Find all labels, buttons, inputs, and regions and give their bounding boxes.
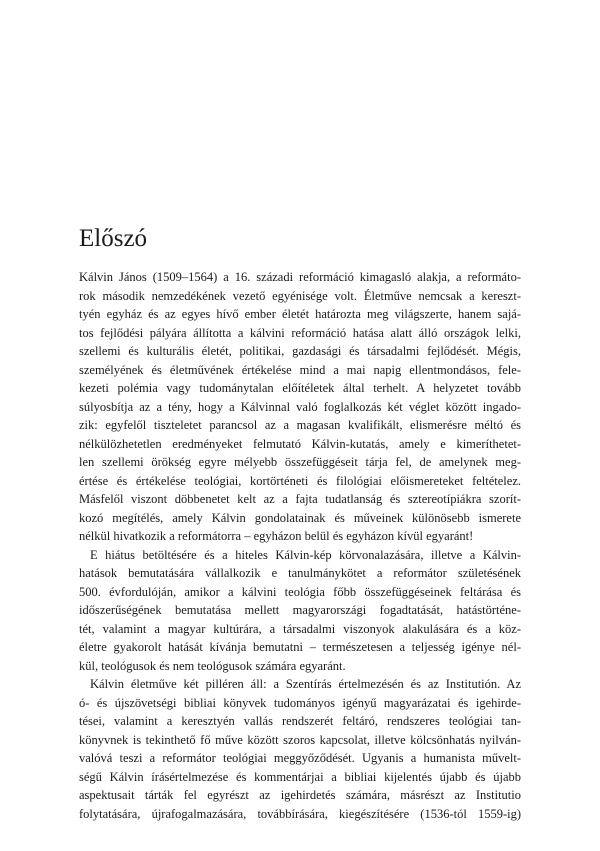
text-line: tét, valamint a magyar kultúrára, a társadalmi viszonyok alakulására és a köz- xyxy=(79,621,521,636)
text-line: kezeti polémia vagy tudománytalan előítéletek által terhelt. A helyzetet tovább xyxy=(79,381,521,395)
text-line: nélkül hivatkozik a reformátorra – egyházon belül és egyházon kívül egyaránt! xyxy=(79,529,474,543)
text-line: tyén egyház és az egyes hívő ember életét határozta meg világszerte, hanem sajá- xyxy=(79,307,521,321)
chapter-title: Előszó xyxy=(79,225,148,252)
text-line: időszerűségének bemutatása mellett magyarországi fogadtatását, hatástörténe- xyxy=(79,603,521,617)
text-line: könyvnek is tekinthető fő műve között szoros kapcsolat, illetve kölcsönhatás nyilván- xyxy=(79,732,521,747)
text-line: személyének és életművének értékelése mind a mai napig ellentmondásos, fele- xyxy=(79,362,521,377)
text-line: aspektusait tárták fel egyrészt az igehirdetés számára, másrészt az Institutio xyxy=(79,788,521,802)
text-line: értése és értékelése teológiai, kortörténeti és filológiai előismereteket feltételez. xyxy=(79,473,521,488)
text-line: kül, teológusok és nem teológusok számára egyaránt. xyxy=(79,658,346,673)
text-line: 500. évfordulóján, amikor a kálvini teológia főbb összefüggéseinek feltárása és xyxy=(79,584,521,599)
paragraph xyxy=(79,546,521,676)
text-line: E hiátus betöltésére és a hiteles Kálvin-kép körvonalazására, illetve a Kálvin- xyxy=(90,547,521,562)
text-line: kozó megítélés, amely Kálvin gondolatainak és műveinek különösebb ismerete xyxy=(79,510,521,525)
text-line: len szellemi örökség egyre mélyebb összefüggéseit tárja fel, de amelynek meg- xyxy=(79,455,521,469)
text-line: hatások bemutatására vállalkozik e tanulmánykötet a reformátor születésének xyxy=(79,566,521,580)
text-line: zik: egyfelől tiszteletet parancsol az a magasan kvalifikált, elismerésre méltó és xyxy=(79,418,521,432)
text-line: életre gyakorolt hatását kívánja bemutatni – természetesen a teljesség igénye nél- xyxy=(79,640,521,654)
body-text xyxy=(79,268,521,823)
text-line: nélkülözhetetlen eredményeket felmutató Kálvin-kutatás, amely e kimeríthetet- xyxy=(79,436,521,451)
text-line: ségű Kálvin írásértelmezése és kommentárjai a bibliai kijelentés újabb és újabb xyxy=(79,769,521,784)
paragraph xyxy=(79,268,521,546)
text-line: rok második nemzedékének vezető egyénisége volt. Életműve nemcsak a kereszt- xyxy=(79,288,521,303)
text-line: ó- és újszövetségi bibliai könyvek tudományos igényű magyarázatai és igehirde- xyxy=(79,695,521,710)
text-line: Kálvin János (1509–1564) a 16. századi reformáció kimagasló alakja, a reformáto- xyxy=(79,270,521,284)
text-line: súlyosbítja az a tény, hogy a Kálvinnal való foglalkozás két véglet között ingado- xyxy=(79,399,521,414)
text-line: Másfelől viszont döbbenetet kelt az a fajta tudatlanság és sztereotípiákra szorít- xyxy=(79,492,521,506)
text-line: tos fejlődési pályára állította a kálvini reformáció hatása alatt álló országok lelki, xyxy=(79,325,521,340)
text-line: tései, valamint a keresztyén vallás rendszerét feltáró, rendszeres teológiai tan- xyxy=(79,714,521,728)
text-line: valóvá teszi a reformátor teológiai meggyőződését. Ugyanis a humanista művelt- xyxy=(79,751,521,765)
text-line: Kálvin életműve két pilléren áll: a Szentírás értelmezésén és az Institutión. Az xyxy=(90,677,521,691)
paragraph xyxy=(79,675,521,823)
text-line: folytatására, újrafogalmazására, továbbírására, kiegészítésére (1536-tól 1559-ig) xyxy=(79,806,521,821)
text-line: szellemi és kulturális életét, politikai, gazdasági és társadalmi fejlődését. Mégis, xyxy=(79,344,521,358)
